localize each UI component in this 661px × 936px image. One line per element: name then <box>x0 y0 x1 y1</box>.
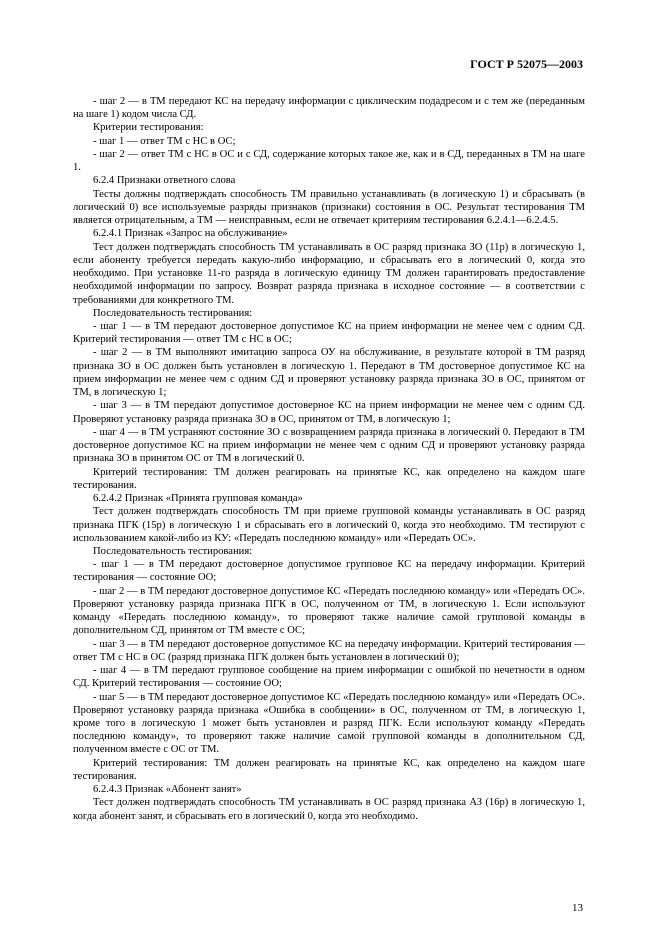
paragraph: Тест должен подтверждать способность ТМ устанавливать в ОС разряд признака АЗ (16р) в логическую 1, когда абонент занят, и сбрасывать его в логический 0, когда это необходимо. <box>73 797 585 822</box>
page-number: 13 <box>572 902 583 914</box>
section-heading: 6.2.4.3 Признак «Абонент занят» <box>93 784 242 796</box>
paragraph: Тест должен подтверждать способность ТМ при приеме групповой команды устанавливать в ОС разряд признака ПГК (15р) в логическую 1 и сбрасывать его в логический 0, когда это необходимо. ТМ тестируют с использованием какой-либо из КУ: «Передать последнюю команду» или «Передать ОС». <box>73 506 585 544</box>
section-heading: 6.2.4.1 Признак «Запрос на обслуживание» <box>93 228 288 240</box>
paragraph: - шаг 3 — в ТМ передают достоверное допустимое КС на передачу информации. Критерий тестирования — ответ ТМ с НС в ОС (разряд признака ПГК должен быть установлен в логический 0); <box>73 638 585 663</box>
paragraph: - шаг 1 — в ТМ передают достоверное допустимое КС на прием информации не менее чем с одним СД. Критерий тестирования — ответ ТМ с НС в ОС; <box>73 320 585 346</box>
paragraph: - шаг 2 — в ТМ передают достоверное допустимое КС «Передать последнюю команду» или «Передать ОС». Проверяют установку разряда признака ПГК в ОС, полученном от ТМ, в логическую 1. Если используют команду «Передать последнюю команду», то проверяют также наличие самой групповой команды в дополнительном СД, принятом от ТМ вместе с ОС; <box>73 585 585 637</box>
standard-header: ГОСТ Р 52075—2003 <box>470 57 583 71</box>
paragraph: Последовательность тестирования: <box>93 307 253 319</box>
paragraph: - шаг 2 — в ТМ выполняют имитацию запроса ОУ на обслуживание, в результате которой в ТМ разряд признака ЗО в ОС должен быть установлен в логическую 1. Передают в ТМ достоверное допустимое КС на прием информации не менее чем с одним СД и проверяют установку разряда признака ЗО в ОС, принятом от ТМ, в логическую 1; <box>73 347 585 399</box>
paragraph: Критерий тестирования: ТМ должен реагировать на принятые КС, как определено на каждом шаге тестирования. <box>73 466 585 491</box>
paragraph: Критерии тестирования: <box>93 122 204 134</box>
paragraph: - шаг 4 — в ТМ устраняют состояние ЗО с возвращением разряда признака в логический 0. Передают в ТМ достоверное допустимое КС на прием информации не менее чем с одним СД и проверяют установку разряда признака ЗО в принятом ОС от ТМ в логический 0. <box>73 426 585 465</box>
paragraph: Критерий тестирования: ТМ должен реагировать на принятые КС, как определено на каждом шаге тестирования. <box>73 757 585 782</box>
paragraph: - шаг 4 — в ТМ передают групповое сообщение на прием информации с ошибкой по нечетности в одном СД. Критерий тестирования — состояние ОО; <box>73 665 585 690</box>
paragraph: - шаг 1 — ответ ТМ с НС в ОС; <box>93 135 236 147</box>
paragraph: - шаг 1 — в ТМ передают достоверное допустимое групповое КС на передачу информации. Критерий тестирования — состояние ОО; <box>73 559 585 584</box>
section-heading: 6.2.4.2 Признак «Принята групповая команда» <box>93 493 303 505</box>
paragraph: Тест должен подтверждать способность ТМ устанавливать в ОС разряд признака ЗО (11р) в логическую 1, если абоненту требуется передать какую-либо информацию, и сбрасывать его в логический 0, когда это необходимо. При установке 11-го разряда в логическую единицу ТМ должен гарантировать предоставление необходимой информации по запросу. Возврат разряда признака в исходное состояние — в соответствии с требованиями для конкретного ТМ. <box>73 241 585 306</box>
section-heading: 6.2.4 Признаки ответного слова <box>93 175 236 187</box>
paragraph: - шаг 2 — в ТМ передают КС на передачу информации с циклическим подадресом и с тем же (переданным на шаге 1) кодом числа СД. <box>73 96 585 121</box>
paragraph: - шаг 3 — в ТМ передают допустимое достоверное КС на прием информации не менее чем с одним СД. Проверяют установку разряда признака ЗО в ОС, принятом от ТМ, в логическую 1; <box>73 400 585 425</box>
paragraph: Тесты должны подтверждать способность ТМ правильно устанавливать (в логическую 1) и сбрасывать (в логический 0) все используемые разряды признаков (признаки) состояния в ОС. Результат тестирования ТМ является отрицательным, а ТМ — неисправным, если не отвечает критериям тестирования 6.2.4.1—6.2.4.5. <box>73 188 585 227</box>
paragraph: - шаг 5 — в ТМ передают достоверное допустимое КС «Передать последнюю команду» или «Передать ОС». Проверяют установку разряда признака «Ошибка в сообщении» в ОС, полученном от ТМ, в логическую 1, кроме того в логическую 1 может быть установлен и разряд ПГК. Если используют команду «Передать последнюю команду», то проверяют также наличие самой групповой команды в дополнительном СД, полученном вместе с ОС от ТМ. <box>73 691 585 756</box>
document-body <box>73 95 585 823</box>
paragraph: Последовательность тестирования: <box>93 545 253 557</box>
paragraph: - шаг 2 — ответ ТМ с НС в ОС и с СД, содержание которых такое же, как и в СД, переданных в ТМ на шаге 1. <box>73 148 585 174</box>
